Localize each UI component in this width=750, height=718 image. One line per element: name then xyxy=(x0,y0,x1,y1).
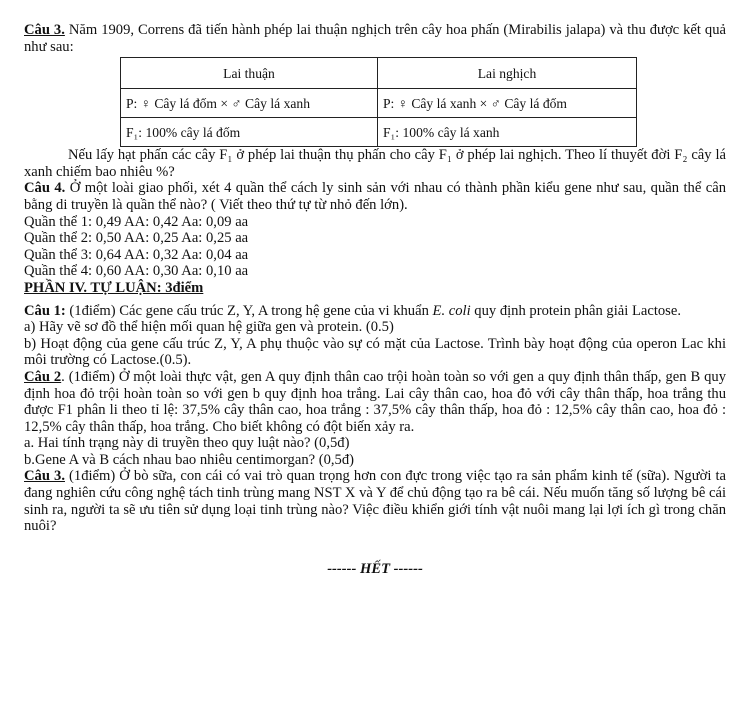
essay-c1-a: a) Hãy vẽ sơ đồ thể hiện mối quan hệ giữa gen và protein. (0.5) xyxy=(24,319,394,336)
essay-c1-b: b) Hoạt động của gene cấu trúc Z, Y, A phụ thuộc vào sự có mặt của Lactose. Trình bày hoạt động của operon Lac khi môi trường có Lactose.(0.5). xyxy=(24,335,726,369)
header-reciprocal-forward: Lai thuận xyxy=(121,58,378,89)
q3-label: Câu 3. xyxy=(24,22,65,38)
q4-label: Câu 4. xyxy=(24,180,66,197)
end-mark: ------ HẾT ------ xyxy=(327,560,423,577)
essay-c1-text: Câu 1: (1điểm) Các gene cấu trúc Z, Y, A trong hệ gene của vi khuẩn E. coli quy định protein phân giải Lactose. xyxy=(24,302,681,319)
cell-p-forward: P: ♀ Cây lá đốm × ♂ Cây lá xanh xyxy=(121,89,378,118)
population-1: Quần thể 1: 0,49 AA: 0,42 Aa: 0,09 aa xyxy=(24,213,249,230)
essay-c2-b: b.Gene A và B cách nhau bao nhiêu centimorgan? (0,5đ) xyxy=(24,451,355,468)
table-row xyxy=(121,89,637,118)
q3-intro: Câu 3. Năm 1909, Correns đã tiến hành phép lai thuận nghịch trên cây hoa phấn (Mirabilis jalapa) và thu được kết quả như sau: xyxy=(24,22,726,55)
cross-table xyxy=(120,57,637,147)
essay-c3-label: Câu 3. xyxy=(24,468,65,485)
essay-c3-text: Câu 3. (1điểm) Ở bò sữa, con cái có vai trò quan trọng hơn con đực trong việc tạo ra sản phẩm kinh tế (sữa). Người ta đang nghiên cứu công nghệ tách tinh trùng mang NST X và Y để chủ động tạo ra bê cái. Nếu muốn tăng số lượng bê cái sinh ra, người ta sẽ ưu tiên sử dụng loại tinh trùng nào? Việc điều khiển giới tính vật nuôi mang lại lợi ích gì trong chăn nuôi? xyxy=(24,468,726,535)
exam-page xyxy=(24,22,726,577)
population-2: Quần thể 2: 0,50 AA: 0,25 Aa: 0,25 aa xyxy=(24,230,249,247)
q4-text: Câu 4. Ở một loài giao phối, xét 4 quần thể cách ly sinh sản với nhau có thành phần kiểu gene như sau, quần thể cân bằng di truyền là quần thể nào? ( Viết theo thứ tự từ nhỏ đến lớn). xyxy=(24,180,726,213)
cell-p-reverse: P: ♀ Cây lá xanh × ♂ Cây lá đốm xyxy=(378,89,637,118)
table-row xyxy=(121,118,637,147)
ecoli-term: E. coli xyxy=(432,302,471,319)
q3-question: Nếu lấy hạt phấn các cây F₁ ở phép lai thuận thụ phấn cho cây F₁ ở phép lai nghịch. Theo lí thuyết đời F₂ cây lá xanh chiếm bao nhiêu %? xyxy=(24,147,726,180)
population-3: Quần thể 3: 0,64 AA: 0,32 Aa: 0,04 aa xyxy=(24,246,249,263)
cell-f1-forward: F₁: 100% cây lá đốm xyxy=(121,118,378,147)
essay-c1-label: Câu 1: xyxy=(24,302,66,319)
population-4: Quần thể 4: 0,60 AA: 0,30 Aa: 0,10 aa xyxy=(24,263,249,280)
header-reciprocal-reverse: Lai nghịch xyxy=(378,58,637,89)
essay-c2-text: Câu 2. (1điểm) Ở một loài thực vật, gen A quy định thân cao trội hoàn toàn so với gen a quy định thân thấp, gen B quy định hoa đỏ trội hoàn toàn so với gen b quy định hoa trắng. Lai cây thân cao, hoa đỏ với cây thân thấp, hoa trắng thu được F1 phân li theo tỉ lệ: 37,5% cây thân cao, hoa trắng : 37,5% cây thân thấp, hoa đỏ : 12,5% cây thân cao, hoa đỏ : 12,5% cây thân thấp, hoa trắng. Cho biết không có đột biến xảy ra. xyxy=(24,368,727,435)
table-header-row xyxy=(121,58,637,89)
essay-c2-a: a. Hai tính trạng này di truyền theo quy luật nào? (0,5đ) xyxy=(24,435,350,452)
cell-f1-reverse: F₁: 100% cây lá xanh xyxy=(378,118,637,147)
part4-title: PHẦN IV. TỰ LUẬN: 3điểm xyxy=(24,279,204,296)
essay-c2-label: Câu 2 xyxy=(24,368,62,385)
